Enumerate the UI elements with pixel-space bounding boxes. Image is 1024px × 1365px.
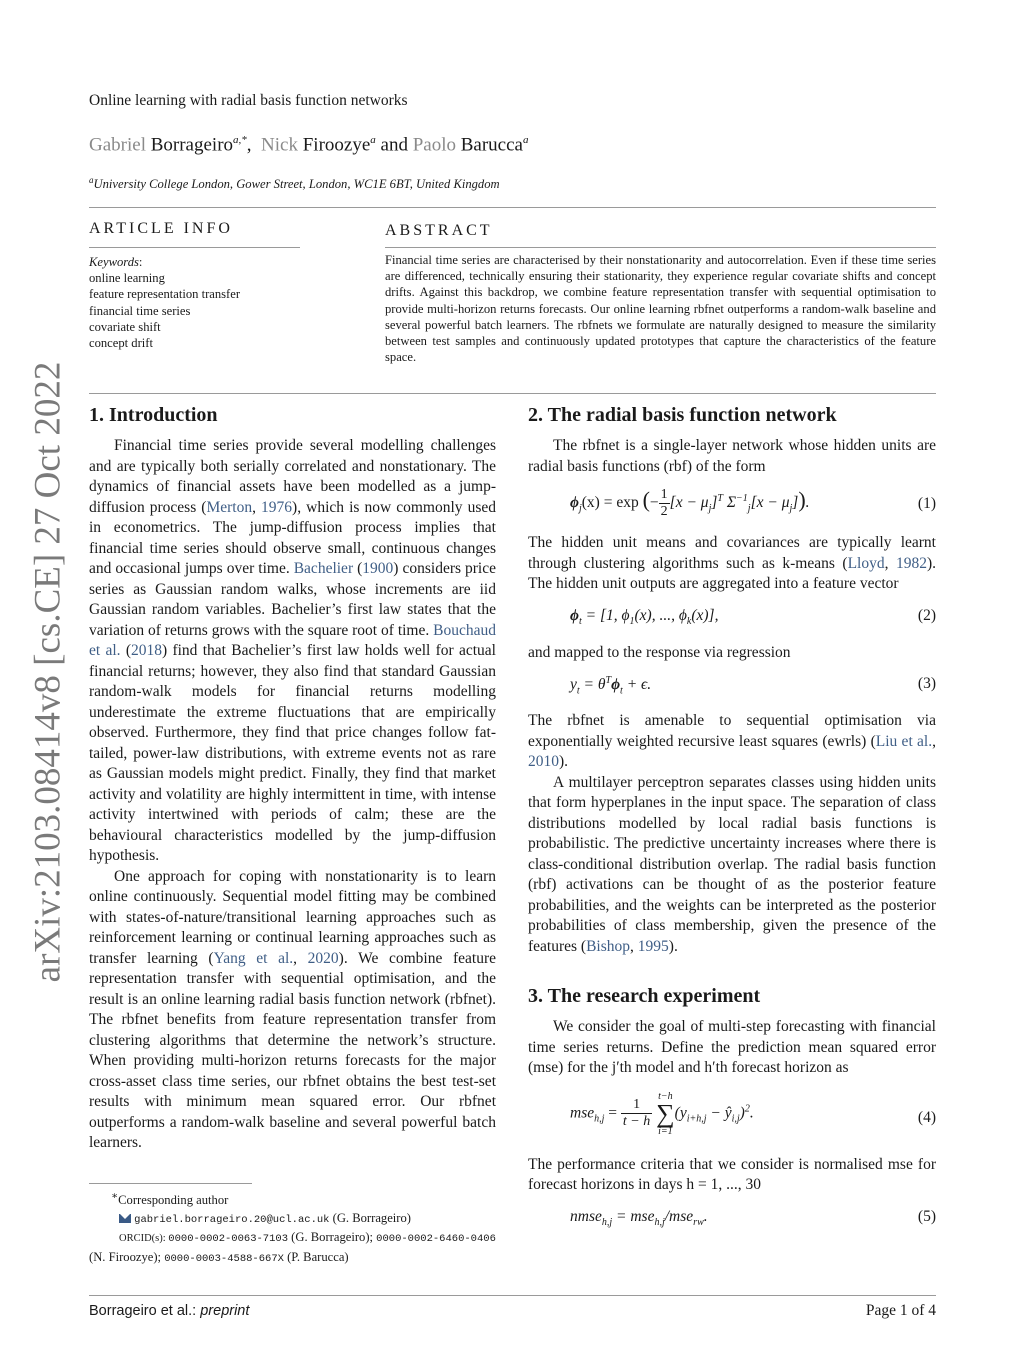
page-number: Page 1 of 4	[865, 1302, 936, 1319]
eq-subscript: h,j	[601, 1216, 613, 1228]
text-run: ). We combine feature representation transfer with sequential optimisation, and the result is an online learning radial basis function network (rbfnet). The rbfnet benefits from feature representation transfer from clustering algorithms that determine the network’s structure. When providing multi-horizon returns forecasts for the major cross-asset class time series, our rbfnet obtains the best test-set results with minimum mean squared error. Our rbfnet outperforms a random-walk baseline and several powerful batch learners.	[89, 949, 497, 1151]
text-run: ), which is now commonly used in econometrics. The jump-diffusion process implies that financial time series should observe small, continuous changes and occasional jumps over time.	[89, 498, 496, 577]
abstract-heading: ABSTRACT	[385, 222, 493, 239]
affiliation-mark: a	[89, 175, 94, 185]
abstract-text: Financial time series are characterised by their nonstationarity and autocorrelation. Even if these time series are differenced, technically ensuring their stationarity, they experience regular covariate shifts and concept drifts. Against this backdrop, we combine feature representation transfer with sequential optimisation to provide multi-horizon returns forecasts. Our online learning rbfnet outperforms a random-walk baseline and several powerful batch learners. The rbfnets we formulate are naturally designed to measure the similarity between test samples and continuously updated prototypes that capture the characteristics of the feature space.	[385, 253, 936, 365]
article-info-rule	[89, 247, 300, 248]
text-run: ,	[293, 949, 308, 967]
eq-denominator: 2	[660, 504, 668, 519]
citation-link[interactable]: 2010	[528, 753, 559, 770]
running-title: Online learning with radial basis function networks	[89, 92, 408, 109]
eq-subscript: j	[708, 503, 712, 515]
eq-subscript: t	[576, 685, 580, 697]
orcid-owner: (N. Firoozye);	[89, 1249, 165, 1264]
footnote-rule	[89, 1183, 252, 1184]
text-run: (	[120, 642, 131, 659]
rbf-paragraph-3: and mapped to the response via regression	[528, 643, 791, 661]
eq-text: [x − μ	[750, 494, 790, 512]
keyword-item: financial time series	[89, 303, 191, 318]
equation-number: (4)	[917, 1108, 936, 1126]
text-run: The rbfnet is amenable to sequential optimisation via exponentially weighted recursive least squares (ewrls) (	[528, 712, 936, 750]
article-info-heading: ARTICLE INFO	[89, 220, 233, 237]
equation-3	[528, 673, 936, 701]
citation-link[interactable]: 1976	[261, 498, 293, 516]
eq-subscript: h,j	[654, 1216, 665, 1228]
eq-subscript: rw	[693, 1216, 704, 1228]
sum-upper-limit: t−h	[658, 1090, 673, 1102]
text-run: ).	[559, 753, 569, 770]
citation-link[interactable]: 2018	[131, 642, 162, 659]
equation-1	[528, 487, 936, 523]
footer-rule	[89, 1295, 936, 1296]
footnote-star: ∗	[111, 1191, 119, 1202]
eq-subscript: h,j	[594, 1113, 605, 1125]
author-list	[89, 134, 528, 156]
eq-text: = [1, ϕ	[581, 606, 630, 624]
author-given-name: Gabriel	[89, 134, 146, 156]
equation-number: (3)	[917, 675, 936, 692]
author-marks: a	[522, 134, 529, 146]
text-run: Financial time series provide several modelling challenges and are typically both serially correlated and nonstationary. The dynamics of financial assets have been modelled as a jump-diffusion process (	[89, 437, 496, 516]
eq-superscript: T	[605, 675, 612, 686]
sum-lower-limit: i=1	[658, 1125, 673, 1137]
orcid-label: ORCID(s):	[119, 1233, 169, 1245]
equation-2	[528, 605, 936, 633]
intro-paragraph-2	[89, 867, 496, 1154]
eq-text: .	[703, 1207, 708, 1225]
eq-text: = θ	[579, 676, 606, 694]
citation-link[interactable]: Lloyd	[847, 554, 885, 572]
rbf-paragraph-5	[528, 773, 936, 958]
eq-subscript: j	[789, 503, 793, 515]
keywords-block: Keywords: online learning feature representation transfer financial time series covariate shift concept drift	[89, 255, 241, 351]
eq-symbol: ϕ	[570, 606, 579, 624]
eq-text: )	[739, 1104, 745, 1122]
text-run: One approach for coping with nonstationarity is to learn online continuously. Sequential model fitting may be combined with states-of-nature/transitional learning approaches such as reinforcement learning or continual learning approaches such as transfer learning (	[89, 867, 496, 967]
eq-text: (x), ..., ϕ	[634, 606, 687, 624]
eq-text: /mse	[664, 1207, 694, 1225]
corresponding-author-note: Corresponding author	[118, 1193, 229, 1208]
eq-fraction	[621, 1097, 652, 1130]
rbf-paragraph-4	[528, 711, 936, 773]
eq-text: =	[604, 1104, 621, 1122]
author-and: and	[380, 134, 408, 156]
eq-paren: )	[798, 487, 806, 513]
eq-text: (x)],	[691, 606, 719, 624]
orcid-id[interactable]: 0000-0003-4588-667X	[164, 1252, 284, 1265]
author-separator: ,	[246, 134, 252, 156]
arxiv-sidebar	[18, 361, 78, 983]
eq-text: ]	[711, 494, 718, 512]
eq-symbol: ϕ	[611, 676, 621, 694]
keyword-item: covariate shift	[89, 319, 161, 334]
eq-text: + ϵ.	[622, 676, 652, 694]
author-marks: a	[370, 134, 376, 146]
arxiv-identifier: arXiv:2103.08414v8 [cs.CE] 27 Oct 2022	[27, 361, 69, 983]
footnote	[89, 1188, 509, 1268]
affiliation	[89, 175, 500, 192]
envelope-icon	[119, 1214, 131, 1223]
text-run: A multilayer perceptron separates classes using hidden units that form hyperplanes in the input space. The separation of class distributions modelled by local radial basis functions is probabilistic. The predictive uncertainty increases where there is class-conditional distribution overlap. The radial basis function (rbf) activations can be thought of as the posterior feature probabilities, and the weights can be interpreted as the posterior probabilities of class membership, given the presence of the features (	[528, 773, 936, 955]
eq-subscript: i,j	[731, 1113, 740, 1125]
text-run: ) find that Bachelier’s first law holds well for actual financial returns; however, they also find that standard Gaussian random-walk models for financial returns modelling underestimate the extreme fluctuations that are empirically observed. Furthermore, they find that price changes follow fat-tailed, power-law distributions, with extreme events not as rare as Gaussian models might predict. Finally, they find that market activity and volatility are highly intermittent in time, with intense activity intertwined with periods of calm; these are the behavioural characteristics modelled by the jump-diffusion hypothesis.	[89, 642, 496, 864]
author-surname: Firoozye	[302, 134, 371, 156]
affiliation-text: University College London, Gower Street, London, WC1E 6BT, United Kingdom	[93, 177, 500, 192]
eq-subscript: 1	[629, 615, 635, 627]
eq-text: ]	[792, 494, 799, 512]
text-run: ,	[630, 937, 638, 955]
left-column	[89, 402, 496, 1154]
body-rule	[89, 393, 936, 394]
summation-operator: t−h ∑ i=1	[656, 1090, 675, 1137]
equation-5	[528, 1206, 936, 1234]
eq-superscript: 2	[744, 1102, 750, 1114]
text-run: The hidden unit means and covariances are typically learnt through clustering algorithms such as k-means (	[528, 534, 936, 572]
rbf-paragraph-2	[528, 533, 936, 595]
eq-text: .	[805, 494, 810, 512]
eq-text: − ŷ	[706, 1104, 732, 1122]
text-run: ,	[932, 732, 936, 750]
citation-link[interactable]: Yang et al.	[213, 949, 294, 967]
orcid-id[interactable]: 0000-0002-6460-0406	[376, 1233, 496, 1246]
text-run: ).	[668, 937, 678, 955]
eq-numerator: 1	[621, 1097, 652, 1114]
eq-subscript: i+h,j	[686, 1113, 707, 1125]
citation-link[interactable]: Merton	[206, 498, 253, 516]
author-surname: Barucca	[460, 134, 523, 156]
citation-link[interactable]: 1982	[895, 554, 927, 572]
citation-link[interactable]: Bishop	[586, 937, 631, 955]
header-rule	[89, 207, 936, 208]
eq-superscript: −1	[736, 492, 748, 504]
eq-text: Σ	[722, 494, 737, 512]
right-column	[528, 402, 936, 1244]
eq-text: (x) = exp	[581, 494, 639, 512]
eq-text: .	[749, 1104, 754, 1122]
experiment-paragraph-1: We consider the goal of multi-step forecasting with financial time series returns. Define the prediction mean squared error (mse) for the j′th model and h′th forecast horizon as	[528, 1018, 936, 1076]
eq-paren: (	[642, 487, 650, 513]
section-heading-research-experiment: 3. The research experiment	[528, 985, 761, 1007]
eq-text: [x − μ	[669, 494, 709, 512]
eq-symbol: mse	[570, 1104, 595, 1122]
equation-4	[528, 1089, 936, 1145]
section-heading-rbf-network: 2. The radial basis function network	[528, 404, 837, 426]
footer-left	[89, 1303, 249, 1319]
citation-link[interactable]: 1995	[637, 937, 669, 955]
citation-link[interactable]: Bachelier	[293, 560, 354, 577]
keyword-item: feature representation transfer	[89, 287, 241, 302]
intro-paragraph-1	[89, 436, 496, 867]
citation-link[interactable]: Liu et al.	[875, 732, 933, 750]
eq-subscript: t	[620, 685, 623, 697]
eq-subscript: j	[747, 503, 751, 515]
author-surname: Borrageiro	[150, 134, 234, 156]
text-run: ,	[252, 498, 262, 516]
eq-symbol: nmse	[570, 1207, 602, 1225]
keywords-label: Keywords	[89, 255, 139, 269]
eq-symbol: ϕ	[570, 494, 579, 512]
author-given-name: Nick	[261, 134, 298, 156]
eq-denominator: t − h	[622, 1114, 651, 1129]
text-run: ). The hidden unit outputs are aggregated into a feature vector	[528, 554, 937, 592]
equation-number: (5)	[917, 1207, 936, 1225]
text-run: (	[353, 560, 363, 577]
eq-text: (y	[674, 1104, 687, 1122]
equation-number: (1)	[917, 495, 936, 512]
eq-numerator: 1	[660, 487, 668, 502]
keyword-item: concept drift	[89, 336, 153, 351]
citation-link[interactable]: 1900	[362, 560, 394, 577]
eq-subscript: t	[578, 615, 582, 627]
orcid-owner: (G. Borrageiro);	[288, 1230, 377, 1245]
eq-text: −	[649, 494, 659, 512]
abstract-rule	[385, 247, 936, 248]
eq-symbol: y	[570, 676, 577, 694]
citation-link[interactable]: Bouchaud et al.	[89, 621, 496, 659]
author-given-name: Paolo	[412, 134, 456, 156]
footer-status: preprint	[200, 1303, 250, 1319]
keyword-item: online learning	[89, 271, 165, 286]
section-heading-introduction: 1. Introduction	[89, 404, 218, 426]
orcid-id[interactable]: 0000-0002-0063-7103	[168, 1233, 289, 1246]
experiment-paragraph-2: The performance criteria that we consider is normalised mse for forecast horizons in days h = 1, ..., 30	[528, 1155, 936, 1193]
email-address[interactable]: gabriel.borrageiro.20@ucl.ac.uk	[134, 1213, 330, 1226]
footer-authors: Borrageiro et al.:	[89, 1303, 197, 1319]
eq-fraction	[659, 487, 670, 520]
eq-subscript: j	[578, 503, 582, 515]
eq-superscript: T	[717, 492, 723, 504]
eq-subscript: k	[686, 615, 692, 627]
author-marks: a,*	[233, 134, 247, 146]
orcid-owner: (P. Barucca)	[283, 1249, 349, 1264]
text-run: ) considers price series as Gaussian random walks, whose increments are iid Gaussian random variables. Bachelier’s first law states that the variation of returns grows with the square root of time.	[89, 560, 497, 639]
email-owner: (G. Borrageiro)	[329, 1210, 411, 1225]
equation-number: (2)	[917, 606, 936, 624]
eq-text: = mse	[612, 1207, 655, 1225]
rbf-paragraph-1: The rbfnet is a single-layer network whose hidden units are radial basis functions (rbf) of the form	[528, 437, 936, 475]
text-run: ,	[884, 554, 896, 572]
citation-link[interactable]: 2020	[307, 949, 339, 967]
